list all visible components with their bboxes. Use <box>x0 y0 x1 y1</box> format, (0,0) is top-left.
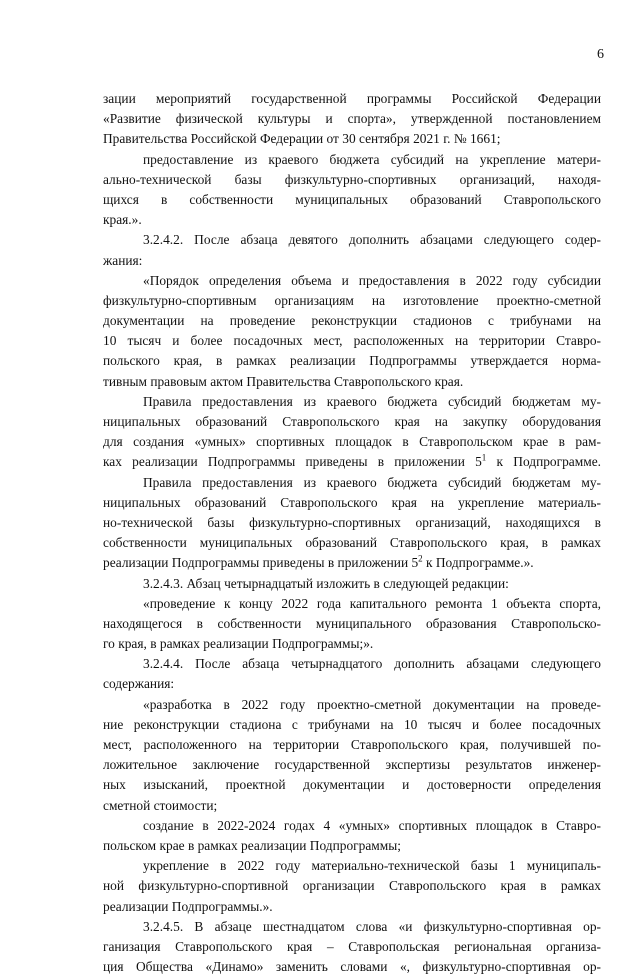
text-line: Правила предоставления из краевого бюджета субсидий бюджетам му- <box>143 393 601 409</box>
paragraph <box>103 230 601 270</box>
text-line: края.». <box>103 212 142 228</box>
paragraph <box>103 473 601 574</box>
text-line: сметной стоимости; <box>103 797 218 813</box>
text-line: польского края, в рамках реализации Подпрограммы утверждается норма- <box>103 353 601 369</box>
text-line: предоставление из краевого бюджета субсидий на укрепление матери- <box>143 151 601 167</box>
text-fragment: ках реализации Подпрограммы приведены в приложении 5 <box>103 454 482 470</box>
text-line: зации мероприятий государственной программы Российской Федерации <box>103 91 601 106</box>
text-line: тивным правовым актом Правительства Ставропольского края. <box>103 373 464 389</box>
text-line: «проведение к концу 2022 года капитального ремонта 1 объекта спорта, <box>143 595 601 611</box>
superscript: 2 <box>418 553 423 564</box>
text-line: ция Общества «Динамо» заменить словами «, физкультурно-спортивная ор- <box>103 959 601 975</box>
text-line: ных изысканий, проектной документации и достоверности определения <box>103 777 601 793</box>
text-line: собственности муниципальных образований Ставропольского края, в рамках <box>103 535 601 551</box>
text-line: но-технической базы физкультурно-спортивных организаций, находящихся в <box>103 514 601 530</box>
paragraph <box>103 89 601 150</box>
text-line: польском крае в рамках реализации Подпрограммы; <box>103 837 401 853</box>
text-line: находящегося в собственности муниципального образования Ставропольско- <box>103 615 601 631</box>
paragraph <box>103 856 601 917</box>
text-line: 3.2.4.4. После абзаца четырнадцатого дополнить абзацами следующего <box>143 656 601 672</box>
superscript: 1 <box>481 452 487 463</box>
text-line: 10 тысяч и более посадочных мест, расположенных на территории Ставро- <box>103 333 601 349</box>
text-line: реализации Подпрограммы.». <box>103 898 273 914</box>
paragraph <box>103 574 601 594</box>
text-line: для создания «умных» спортивных площадок в Ставропольском крае в рам- <box>103 434 601 450</box>
text-line: ниципальных образований Ставропольского края на укрепление материаль- <box>103 494 601 510</box>
text-line: содержания: <box>103 676 175 692</box>
text-fragment: реализации Подпрограммы приведены в приложении 5 <box>103 555 419 571</box>
text-line: Правила предоставления из краевого бюджета субсидий бюджетам му- <box>143 474 601 490</box>
paragraph <box>103 594 601 655</box>
text-line <box>103 452 601 472</box>
document-body <box>103 89 601 977</box>
text-line: ной физкультурно-спортивной организации Ставропольского края в рамках <box>103 878 601 894</box>
text-fragment: к Подпрограмме. <box>486 454 601 470</box>
text-line: «разработка в 2022 году проектно-сметной документации на проведе- <box>143 696 601 712</box>
paragraph <box>103 271 601 392</box>
paragraph <box>103 654 601 694</box>
text-line: ально-технической базы физкультурно-спортивных организаций, находя- <box>103 171 601 187</box>
paragraph <box>103 150 601 231</box>
text-line: мест, расположенного на территории Ставропольского края, получившей по- <box>103 737 601 752</box>
paragraph <box>103 816 601 856</box>
text-line <box>103 553 601 573</box>
text-fragment: к Подпрограмме.». <box>422 555 534 571</box>
text-line: документации на проведение реконструкции стадионов с трибунами на <box>103 313 601 329</box>
text-line: Правительства Российской Федерации от 30 сентября 2021 г. № 1661; <box>103 131 501 147</box>
text-line: ние реконструкции стадиона с трибунами на 10 тысяч и более посадочных <box>103 716 601 732</box>
text-line: ганизация Ставропольского края – Ставропольская региональная организа- <box>103 938 601 954</box>
text-line: «Развитие физической культуры и спорта», утвержденной постановлением <box>103 111 601 127</box>
text-line: ложительное заключение государственной экспертизы результатов инженер- <box>103 757 601 773</box>
text-line: 3.2.4.5. В абзаце шестнадцатом слова «и физкультурно-спортивная ор- <box>143 918 601 934</box>
page-number: 6 <box>597 47 604 62</box>
text-line: 3.2.4.2. После абзаца девятого дополнить абзацами следующего содер- <box>143 232 601 248</box>
text-line: создание в 2022-2024 годах 4 «умных» спортивных площадок в Ставро- <box>143 817 601 833</box>
text-line: жания: <box>103 252 143 268</box>
text-line: физкультурно-спортивным организациям на изготовление проектно-сметной <box>103 292 601 308</box>
text-line: «Порядок определения объема и предоставления в 2022 году субсидии <box>143 272 601 288</box>
paragraph <box>103 392 601 473</box>
text-line: ниципальных образований Ставропольского края на закупку оборудования <box>103 414 601 429</box>
text-line: го края, в рамках реализации Подпрограммы;». <box>103 636 374 652</box>
text-line: 3.2.4.3. Абзац четырнадцатый изложить в следующей редакции: <box>143 575 509 591</box>
text-line: укрепление в 2022 году материально-технической базы 1 муниципаль- <box>143 858 601 874</box>
paragraph <box>103 917 601 977</box>
text-line: щихся в собственности муниципальных образований Ставропольского <box>103 191 601 207</box>
paragraph <box>103 695 601 816</box>
